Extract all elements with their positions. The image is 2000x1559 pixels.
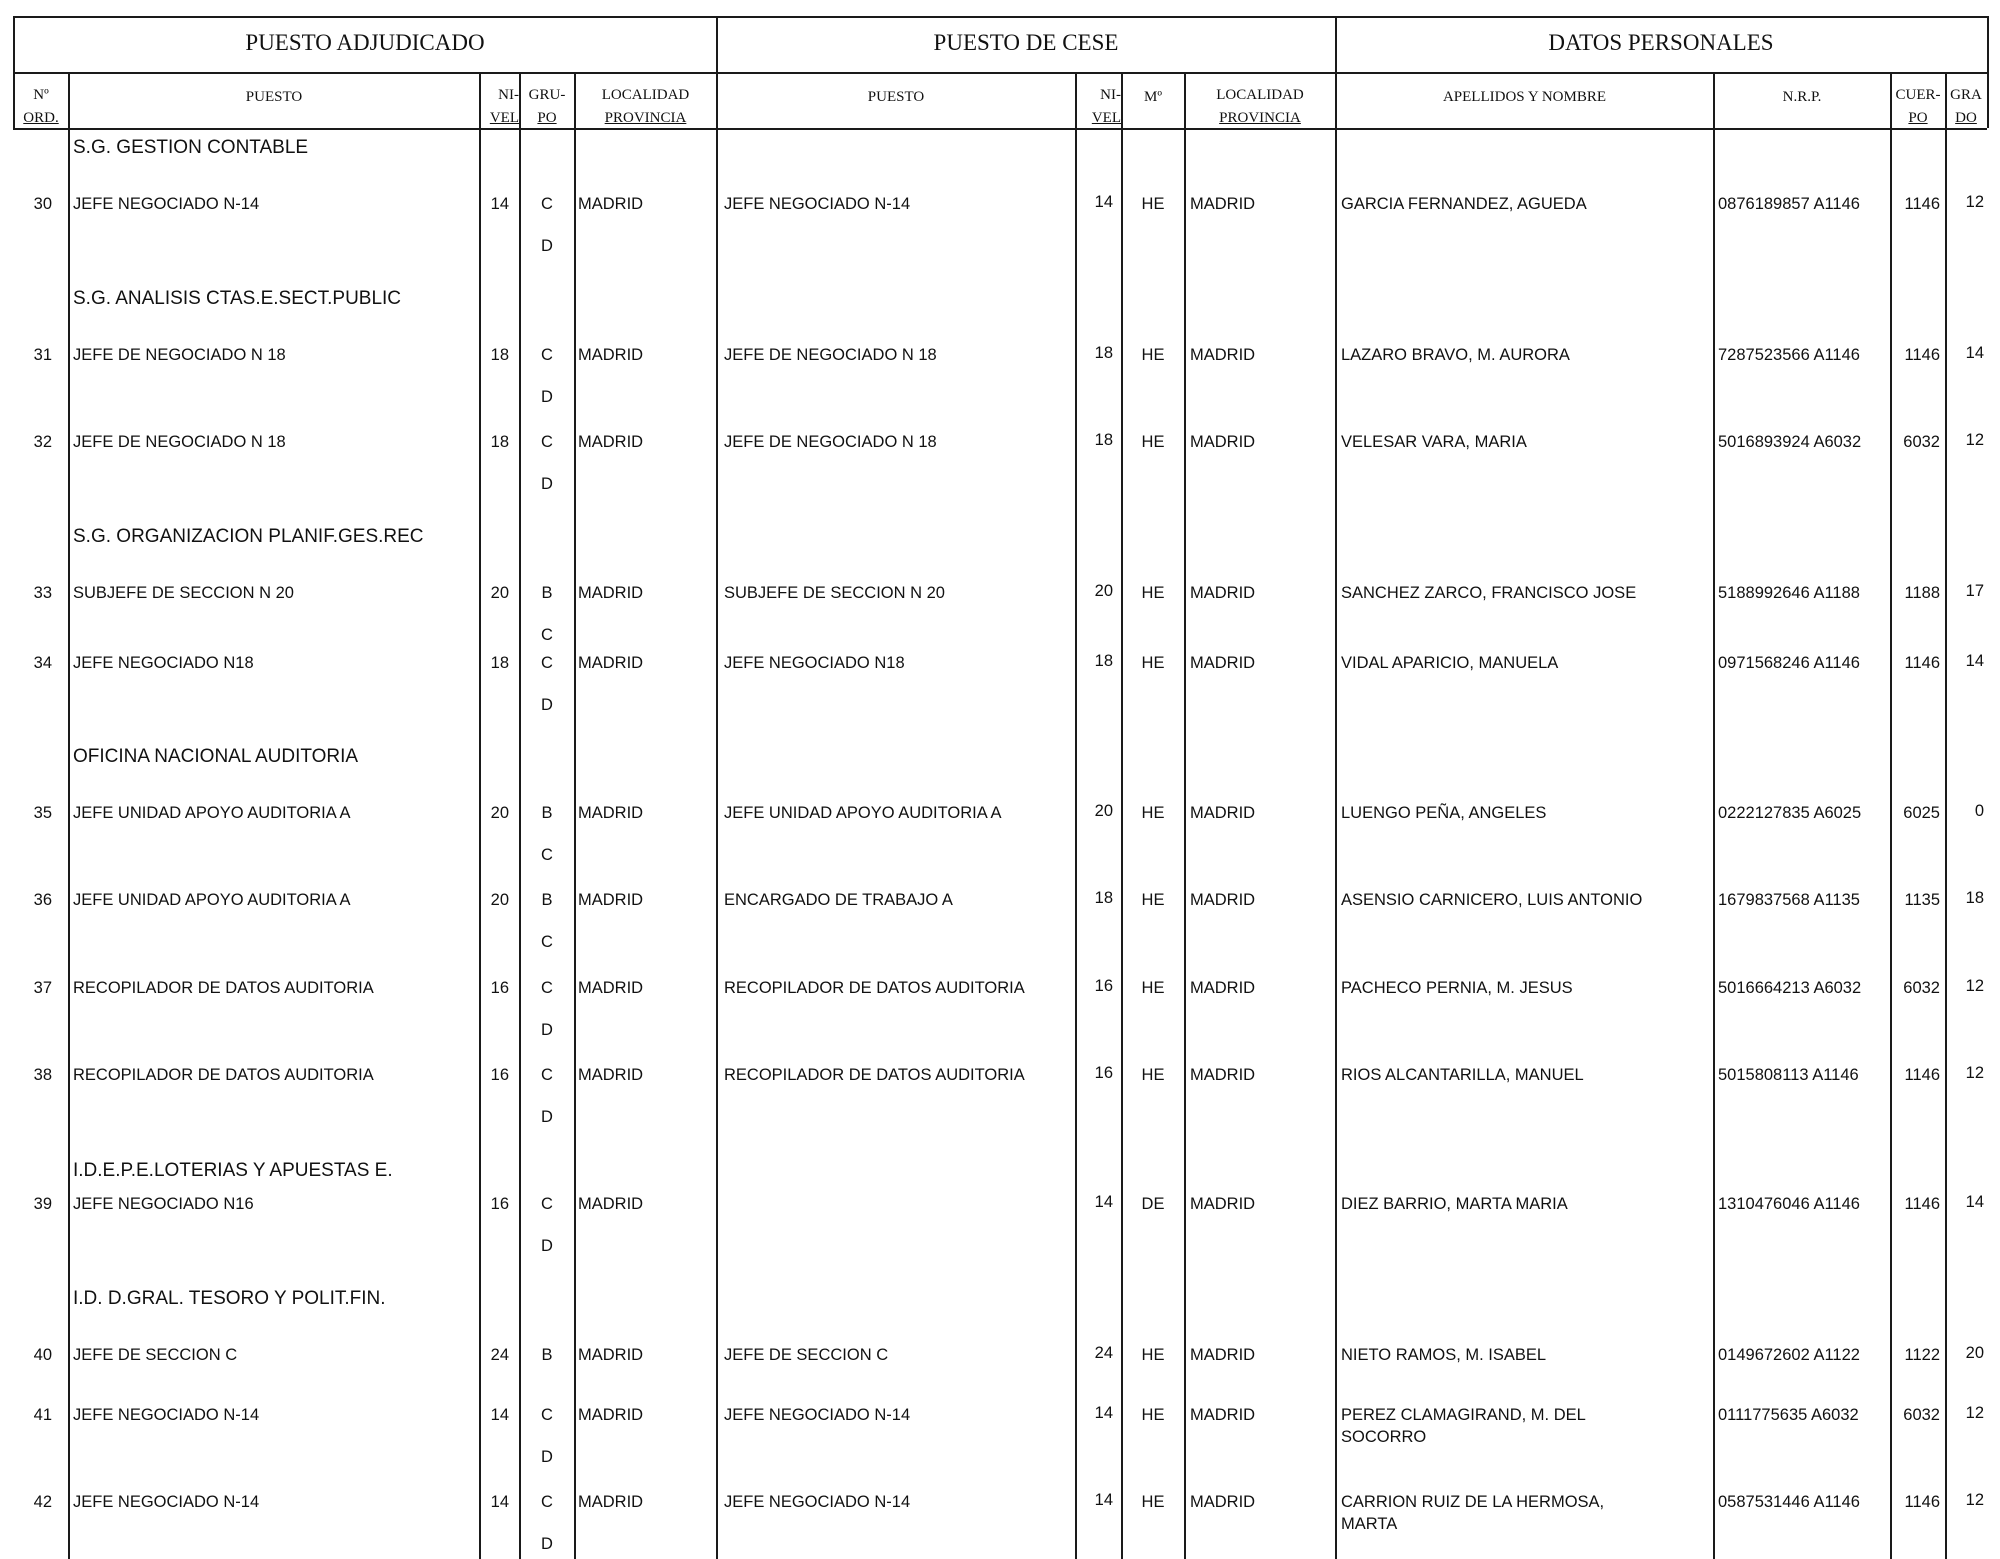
row-nrp: 0222127835 A6025 bbox=[1718, 804, 1862, 822]
row-ministerio: HE bbox=[1141, 1493, 1165, 1511]
row-nivel-adjudicado: 14 bbox=[490, 1493, 509, 1511]
row-localidad-cese: MADRID bbox=[1190, 346, 1256, 364]
rule-line bbox=[13, 16, 1987, 18]
row-nrp: 5016664213 A6032 bbox=[1718, 979, 1862, 997]
row-ord: 41 bbox=[33, 1406, 52, 1424]
row-nivel-adjudicado: 16 bbox=[490, 979, 509, 997]
row-grupo-alt: D bbox=[541, 696, 553, 714]
row-puesto-cese: JEFE DE NEGOCIADO N 18 bbox=[724, 433, 937, 451]
row-ministerio: HE bbox=[1141, 1066, 1165, 1084]
row-apellidos-nombre: PACHECO PERNIA, M. JESUS bbox=[1341, 979, 1573, 997]
row-grado: 0 bbox=[1974, 802, 1984, 820]
row-nrp: 0876189857 A1146 bbox=[1718, 195, 1860, 213]
row-localidad-adjudicado: MADRID bbox=[578, 1493, 644, 1511]
col-header-grado: GRA DO bbox=[1950, 87, 1982, 126]
row-localidad-adjudicado: MADRID bbox=[578, 1066, 644, 1084]
row-localidad-cese: MADRID bbox=[1190, 1493, 1256, 1511]
row-puesto-adjudicado: JEFE DE NEGOCIADO N 18 bbox=[73, 433, 286, 451]
row-ord: 37 bbox=[33, 979, 52, 997]
row-ord: 30 bbox=[33, 195, 52, 213]
row-apellidos-nombre: CARRION RUIZ DE LA HERMOSA, bbox=[1341, 1493, 1605, 1511]
rule-line bbox=[716, 16, 718, 1559]
col-header-nrp: N.R.P. bbox=[1782, 89, 1822, 105]
row-grupo-alt: C bbox=[541, 933, 553, 951]
row-nrp: 5015808113 A1146 bbox=[1718, 1066, 1859, 1084]
row-cuerpo: 1146 bbox=[1904, 346, 1940, 364]
row-ord: 31 bbox=[33, 346, 52, 364]
row-localidad-adjudicado: MADRID bbox=[578, 1346, 644, 1364]
col-header-nord: Nº ORD. bbox=[23, 87, 59, 126]
row-grupo: C bbox=[541, 979, 553, 997]
col-header-puesto-adjudicado: PUESTO bbox=[245, 89, 303, 105]
row-puesto-adjudicado: JEFE NEGOCIADO N-14 bbox=[73, 195, 260, 213]
row-nivel-cese: 14 bbox=[1094, 1491, 1113, 1509]
row-nivel-cese: 18 bbox=[1094, 344, 1113, 362]
row-nivel-adjudicado: 18 bbox=[490, 346, 509, 364]
row-ord: 32 bbox=[33, 433, 52, 451]
row-grupo-alt: D bbox=[541, 1021, 553, 1039]
row-puesto-adjudicado: JEFE NEGOCIADO N-14 bbox=[73, 1406, 260, 1424]
row-cuerpo: 1122 bbox=[1904, 1346, 1940, 1364]
rule-line bbox=[1987, 16, 1989, 128]
row-puesto-cese: RECOPILADOR DE DATOS AUDITORIA bbox=[724, 1066, 1025, 1084]
row-apellidos-nombre: GARCIA FERNANDEZ, AGUEDA bbox=[1341, 195, 1587, 213]
row-grado: 12 bbox=[1965, 1491, 1984, 1509]
row-nivel-adjudicado: 16 bbox=[490, 1066, 509, 1084]
rule-line bbox=[68, 72, 70, 1559]
row-localidad-adjudicado: MADRID bbox=[578, 195, 644, 213]
row-ministerio: HE bbox=[1141, 654, 1165, 672]
row-localidad-cese: MADRID bbox=[1190, 1346, 1256, 1364]
row-grado: 12 bbox=[1965, 431, 1984, 449]
row-nrp: 5016893924 A6032 bbox=[1718, 433, 1862, 451]
row-nivel-adjudicado: 20 bbox=[490, 891, 509, 909]
row-apellidos-nombre: PEREZ CLAMAGIRAND, M. DEL bbox=[1341, 1406, 1586, 1424]
group-heading: OFICINA NACIONAL AUDITORIA bbox=[73, 746, 359, 767]
row-ord: 40 bbox=[33, 1346, 52, 1364]
row-grupo-alt: D bbox=[541, 1108, 553, 1126]
col-header-nivel-adjudicado: NI- VEL bbox=[489, 87, 519, 126]
row-ord: 42 bbox=[33, 1493, 52, 1511]
row-cuerpo: 6032 bbox=[1903, 1406, 1940, 1424]
row-puesto-adjudicado: JEFE DE SECCION C bbox=[73, 1346, 238, 1364]
row-grado: 14 bbox=[1965, 344, 1984, 362]
row-localidad-cese: MADRID bbox=[1190, 195, 1256, 213]
row-nivel-adjudicado: 20 bbox=[490, 584, 509, 602]
row-apellidos-nombre: VIDAL APARICIO, MANUELA bbox=[1341, 654, 1559, 672]
row-grupo-alt: D bbox=[541, 237, 553, 255]
row-localidad-adjudicado: MADRID bbox=[578, 891, 644, 909]
row-localidad-adjudicado: MADRID bbox=[578, 1195, 644, 1213]
row-localidad-adjudicado: MADRID bbox=[578, 804, 644, 822]
row-ministerio: HE bbox=[1141, 1406, 1165, 1424]
group-heading: S.G. ANALISIS CTAS.E.SECT.PUBLIC bbox=[73, 288, 402, 309]
row-nivel-cese: 14 bbox=[1094, 1193, 1113, 1211]
row-grado: 20 bbox=[1965, 1344, 1984, 1362]
row-grupo: C bbox=[541, 1406, 553, 1424]
row-localidad-adjudicado: MADRID bbox=[578, 346, 644, 364]
row-grupo: B bbox=[541, 891, 553, 909]
row-nivel-adjudicado: 14 bbox=[490, 195, 509, 213]
row-grupo: C bbox=[541, 433, 553, 451]
row-puesto-cese: RECOPILADOR DE DATOS AUDITORIA bbox=[724, 979, 1025, 997]
row-ord: 34 bbox=[33, 654, 52, 672]
section-puesto-de-cese: PUESTO DE CESE bbox=[933, 30, 1119, 55]
row-grupo: C bbox=[541, 1195, 553, 1213]
row-grupo-alt: C bbox=[541, 846, 553, 864]
row-nivel-adjudicado: 14 bbox=[490, 1406, 509, 1424]
col-header-apellidos-nombre: APELLIDOS Y NOMBRE bbox=[1442, 89, 1607, 105]
row-apellidos-nombre-cont: SOCORRO bbox=[1341, 1428, 1427, 1446]
row-grupo-alt: D bbox=[541, 1535, 553, 1553]
group-heading: I.D.E.P.E.LOTERIAS Y APUESTAS E. bbox=[73, 1160, 393, 1181]
row-apellidos-nombre-cont: MARTA bbox=[1341, 1515, 1398, 1533]
row-nrp: 1310476046 A1146 bbox=[1718, 1195, 1860, 1213]
row-puesto-adjudicado: RECOPILADOR DE DATOS AUDITORIA bbox=[73, 1066, 374, 1084]
row-nivel-cese: 14 bbox=[1094, 193, 1113, 211]
row-localidad-adjudicado: MADRID bbox=[578, 433, 644, 451]
row-puesto-cese: JEFE NEGOCIADO N-14 bbox=[724, 195, 911, 213]
row-puesto-cese: SUBJEFE DE SECCION N 20 bbox=[724, 584, 945, 602]
row-localidad-cese: MADRID bbox=[1190, 891, 1256, 909]
row-puesto-adjudicado: JEFE UNIDAD APOYO AUDITORIA A bbox=[73, 804, 351, 822]
row-ministerio: HE bbox=[1141, 195, 1165, 213]
row-grupo: B bbox=[541, 584, 553, 602]
row-apellidos-nombre: DIEZ BARRIO, MARTA MARIA bbox=[1341, 1195, 1568, 1213]
row-grado: 14 bbox=[1965, 1193, 1984, 1211]
row-grado: 17 bbox=[1965, 582, 1984, 600]
row-puesto-adjudicado: JEFE DE NEGOCIADO N 18 bbox=[73, 346, 286, 364]
group-heading: I.D. D.GRAL. TESORO Y POLIT.FIN. bbox=[73, 1288, 386, 1309]
row-grado: 14 bbox=[1965, 652, 1984, 670]
col-header-nivel-cese: NI- VEL bbox=[1091, 87, 1121, 126]
row-ord: 35 bbox=[33, 804, 52, 822]
row-nivel-adjudicado: 16 bbox=[490, 1195, 509, 1213]
row-ord: 33 bbox=[33, 584, 52, 602]
row-apellidos-nombre: ASENSIO CARNICERO, LUIS ANTONIO bbox=[1341, 891, 1643, 909]
row-puesto-adjudicado: RECOPILADOR DE DATOS AUDITORIA bbox=[73, 979, 374, 997]
row-localidad-adjudicado: MADRID bbox=[578, 979, 644, 997]
row-puesto-adjudicado: JEFE NEGOCIADO N16 bbox=[73, 1195, 254, 1213]
row-nivel-cese: 24 bbox=[1094, 1344, 1113, 1362]
row-localidad-cese: MADRID bbox=[1190, 979, 1256, 997]
row-grupo: C bbox=[541, 195, 553, 213]
row-ministerio: HE bbox=[1141, 584, 1165, 602]
group-heading: S.G. GESTION CONTABLE bbox=[73, 137, 309, 158]
rule-line bbox=[1945, 72, 1947, 1559]
row-ministerio: HE bbox=[1141, 346, 1165, 364]
row-cuerpo: 1146 bbox=[1904, 1195, 1940, 1213]
row-nivel-cese: 18 bbox=[1094, 889, 1113, 907]
rule-line bbox=[13, 72, 1987, 74]
row-cuerpo: 6032 bbox=[1903, 433, 1940, 451]
row-nivel-adjudicado: 18 bbox=[490, 654, 509, 672]
row-localidad-adjudicado: MADRID bbox=[578, 654, 644, 672]
row-ministerio: HE bbox=[1141, 891, 1165, 909]
row-cuerpo: 1188 bbox=[1904, 584, 1940, 602]
row-puesto-adjudicado: SUBJEFE DE SECCION N 20 bbox=[73, 584, 294, 602]
row-nivel-cese: 18 bbox=[1094, 431, 1113, 449]
col-header-localidad-cese: LOCALIDAD PROVINCIA bbox=[1216, 87, 1304, 126]
row-ministerio: HE bbox=[1141, 433, 1165, 451]
rule-line bbox=[1184, 72, 1186, 1559]
row-puesto-cese: JEFE NEGOCIADO N-14 bbox=[724, 1493, 911, 1511]
row-nivel-cese: 14 bbox=[1094, 1404, 1113, 1422]
row-nrp: 5188992646 A1188 bbox=[1718, 584, 1860, 602]
row-cuerpo: 1146 bbox=[1904, 195, 1940, 213]
row-grupo: C bbox=[541, 1493, 553, 1511]
row-puesto-cese: JEFE DE SECCION C bbox=[724, 1346, 889, 1364]
row-puesto-adjudicado: JEFE NEGOCIADO N18 bbox=[73, 654, 254, 672]
row-puesto-cese: ENCARGADO DE TRABAJO A bbox=[724, 891, 953, 909]
row-puesto-cese: JEFE NEGOCIADO N-14 bbox=[724, 1406, 911, 1424]
group-heading: S.G. ORGANIZACION PLANIF.GES.REC bbox=[73, 526, 424, 547]
row-grado: 12 bbox=[1965, 1064, 1984, 1082]
row-grupo-alt: D bbox=[541, 475, 553, 493]
row-apellidos-nombre: SANCHEZ ZARCO, FRANCISCO JOSE bbox=[1341, 584, 1637, 602]
row-localidad-adjudicado: MADRID bbox=[578, 1406, 644, 1424]
col-header-cuerpo: CUER- PO bbox=[1895, 87, 1941, 126]
rule-line bbox=[13, 128, 1987, 130]
row-grado: 12 bbox=[1965, 977, 1984, 995]
row-localidad-cese: MADRID bbox=[1190, 1066, 1256, 1084]
row-nrp: 0149672602 A1122 bbox=[1718, 1346, 1860, 1364]
row-apellidos-nombre: RIOS ALCANTARILLA, MANUEL bbox=[1341, 1066, 1584, 1084]
col-header-localidad-adjudicado: LOCALIDAD PROVINCIA bbox=[601, 87, 690, 126]
section-puesto-adjudicado: PUESTO ADJUDICADO bbox=[245, 30, 485, 55]
row-grado: 18 bbox=[1965, 889, 1984, 907]
row-localidad-cese: MADRID bbox=[1190, 433, 1256, 451]
row-grupo: C bbox=[541, 346, 553, 364]
row-grado: 12 bbox=[1965, 1404, 1984, 1422]
rule-line bbox=[1335, 16, 1337, 1559]
col-header-ministerio: Mº bbox=[1144, 89, 1162, 105]
row-grupo-alt: D bbox=[541, 388, 553, 406]
row-apellidos-nombre: NIETO RAMOS, M. ISABEL bbox=[1341, 1346, 1547, 1364]
row-nivel-adjudicado: 24 bbox=[490, 1346, 509, 1364]
row-puesto-adjudicado: JEFE NEGOCIADO N-14 bbox=[73, 1493, 260, 1511]
row-ministerio: DE bbox=[1141, 1195, 1165, 1213]
row-grupo: B bbox=[541, 804, 553, 822]
row-cuerpo: 1146 bbox=[1904, 654, 1940, 672]
row-localidad-adjudicado: MADRID bbox=[578, 584, 644, 602]
row-grupo-alt: D bbox=[541, 1237, 553, 1255]
row-cuerpo: 6025 bbox=[1903, 804, 1940, 822]
row-puesto-cese: JEFE NEGOCIADO N18 bbox=[724, 654, 905, 672]
row-apellidos-nombre: LUENGO PEÑA, ANGELES bbox=[1341, 804, 1547, 822]
row-ministerio: HE bbox=[1141, 1346, 1165, 1364]
row-nivel-cese: 18 bbox=[1094, 652, 1113, 670]
row-puesto-adjudicado: JEFE UNIDAD APOYO AUDITORIA A bbox=[73, 891, 351, 909]
row-grupo: B bbox=[541, 1346, 553, 1364]
row-nrp: 1679837568 A1135 bbox=[1718, 891, 1860, 909]
row-nivel-cese: 20 bbox=[1094, 582, 1113, 600]
row-ministerio: HE bbox=[1141, 804, 1165, 822]
row-ministerio: HE bbox=[1141, 979, 1165, 997]
row-nivel-cese: 16 bbox=[1094, 1064, 1113, 1082]
row-grupo: C bbox=[541, 1066, 553, 1084]
row-nrp: 7287523566 A1146 bbox=[1718, 346, 1860, 364]
row-ord: 39 bbox=[33, 1195, 52, 1213]
row-grupo: C bbox=[541, 654, 553, 672]
row-grado: 12 bbox=[1965, 193, 1984, 211]
row-apellidos-nombre: LAZARO BRAVO, M. AURORA bbox=[1341, 346, 1570, 364]
rule-line bbox=[1713, 72, 1715, 1559]
row-cuerpo: 6032 bbox=[1903, 979, 1940, 997]
row-localidad-cese: MADRID bbox=[1190, 804, 1256, 822]
row-apellidos-nombre: VELESAR VARA, MARIA bbox=[1341, 433, 1527, 451]
row-ord: 36 bbox=[33, 891, 52, 909]
row-nrp: 0587531446 A1146 bbox=[1718, 1493, 1860, 1511]
row-nrp: 0111775635 A6032 bbox=[1718, 1406, 1859, 1424]
row-grupo-alt: D bbox=[541, 1448, 553, 1466]
row-nivel-adjudicado: 20 bbox=[490, 804, 509, 822]
row-puesto-cese: JEFE DE NEGOCIADO N 18 bbox=[724, 346, 937, 364]
row-puesto-cese: JEFE UNIDAD APOYO AUDITORIA A bbox=[724, 804, 1002, 822]
row-grupo-alt: C bbox=[541, 626, 553, 644]
row-ord: 38 bbox=[33, 1066, 52, 1084]
row-localidad-cese: MADRID bbox=[1190, 1406, 1256, 1424]
row-nrp: 0971568246 A1146 bbox=[1718, 654, 1860, 672]
row-cuerpo: 1135 bbox=[1904, 891, 1940, 909]
section-datos-personales: DATOS PERSONALES bbox=[1548, 30, 1774, 55]
row-nivel-cese: 20 bbox=[1094, 802, 1113, 820]
col-header-puesto-cese: PUESTO bbox=[867, 89, 925, 105]
row-localidad-cese: MADRID bbox=[1190, 584, 1256, 602]
row-localidad-cese: MADRID bbox=[1190, 654, 1256, 672]
row-cuerpo: 1146 bbox=[1904, 1066, 1940, 1084]
row-localidad-cese: MADRID bbox=[1190, 1195, 1256, 1213]
row-nivel-adjudicado: 18 bbox=[490, 433, 509, 451]
row-cuerpo: 1146 bbox=[1904, 1493, 1940, 1511]
col-header-grupo: GRU- PO bbox=[528, 87, 566, 126]
row-nivel-cese: 16 bbox=[1094, 977, 1113, 995]
